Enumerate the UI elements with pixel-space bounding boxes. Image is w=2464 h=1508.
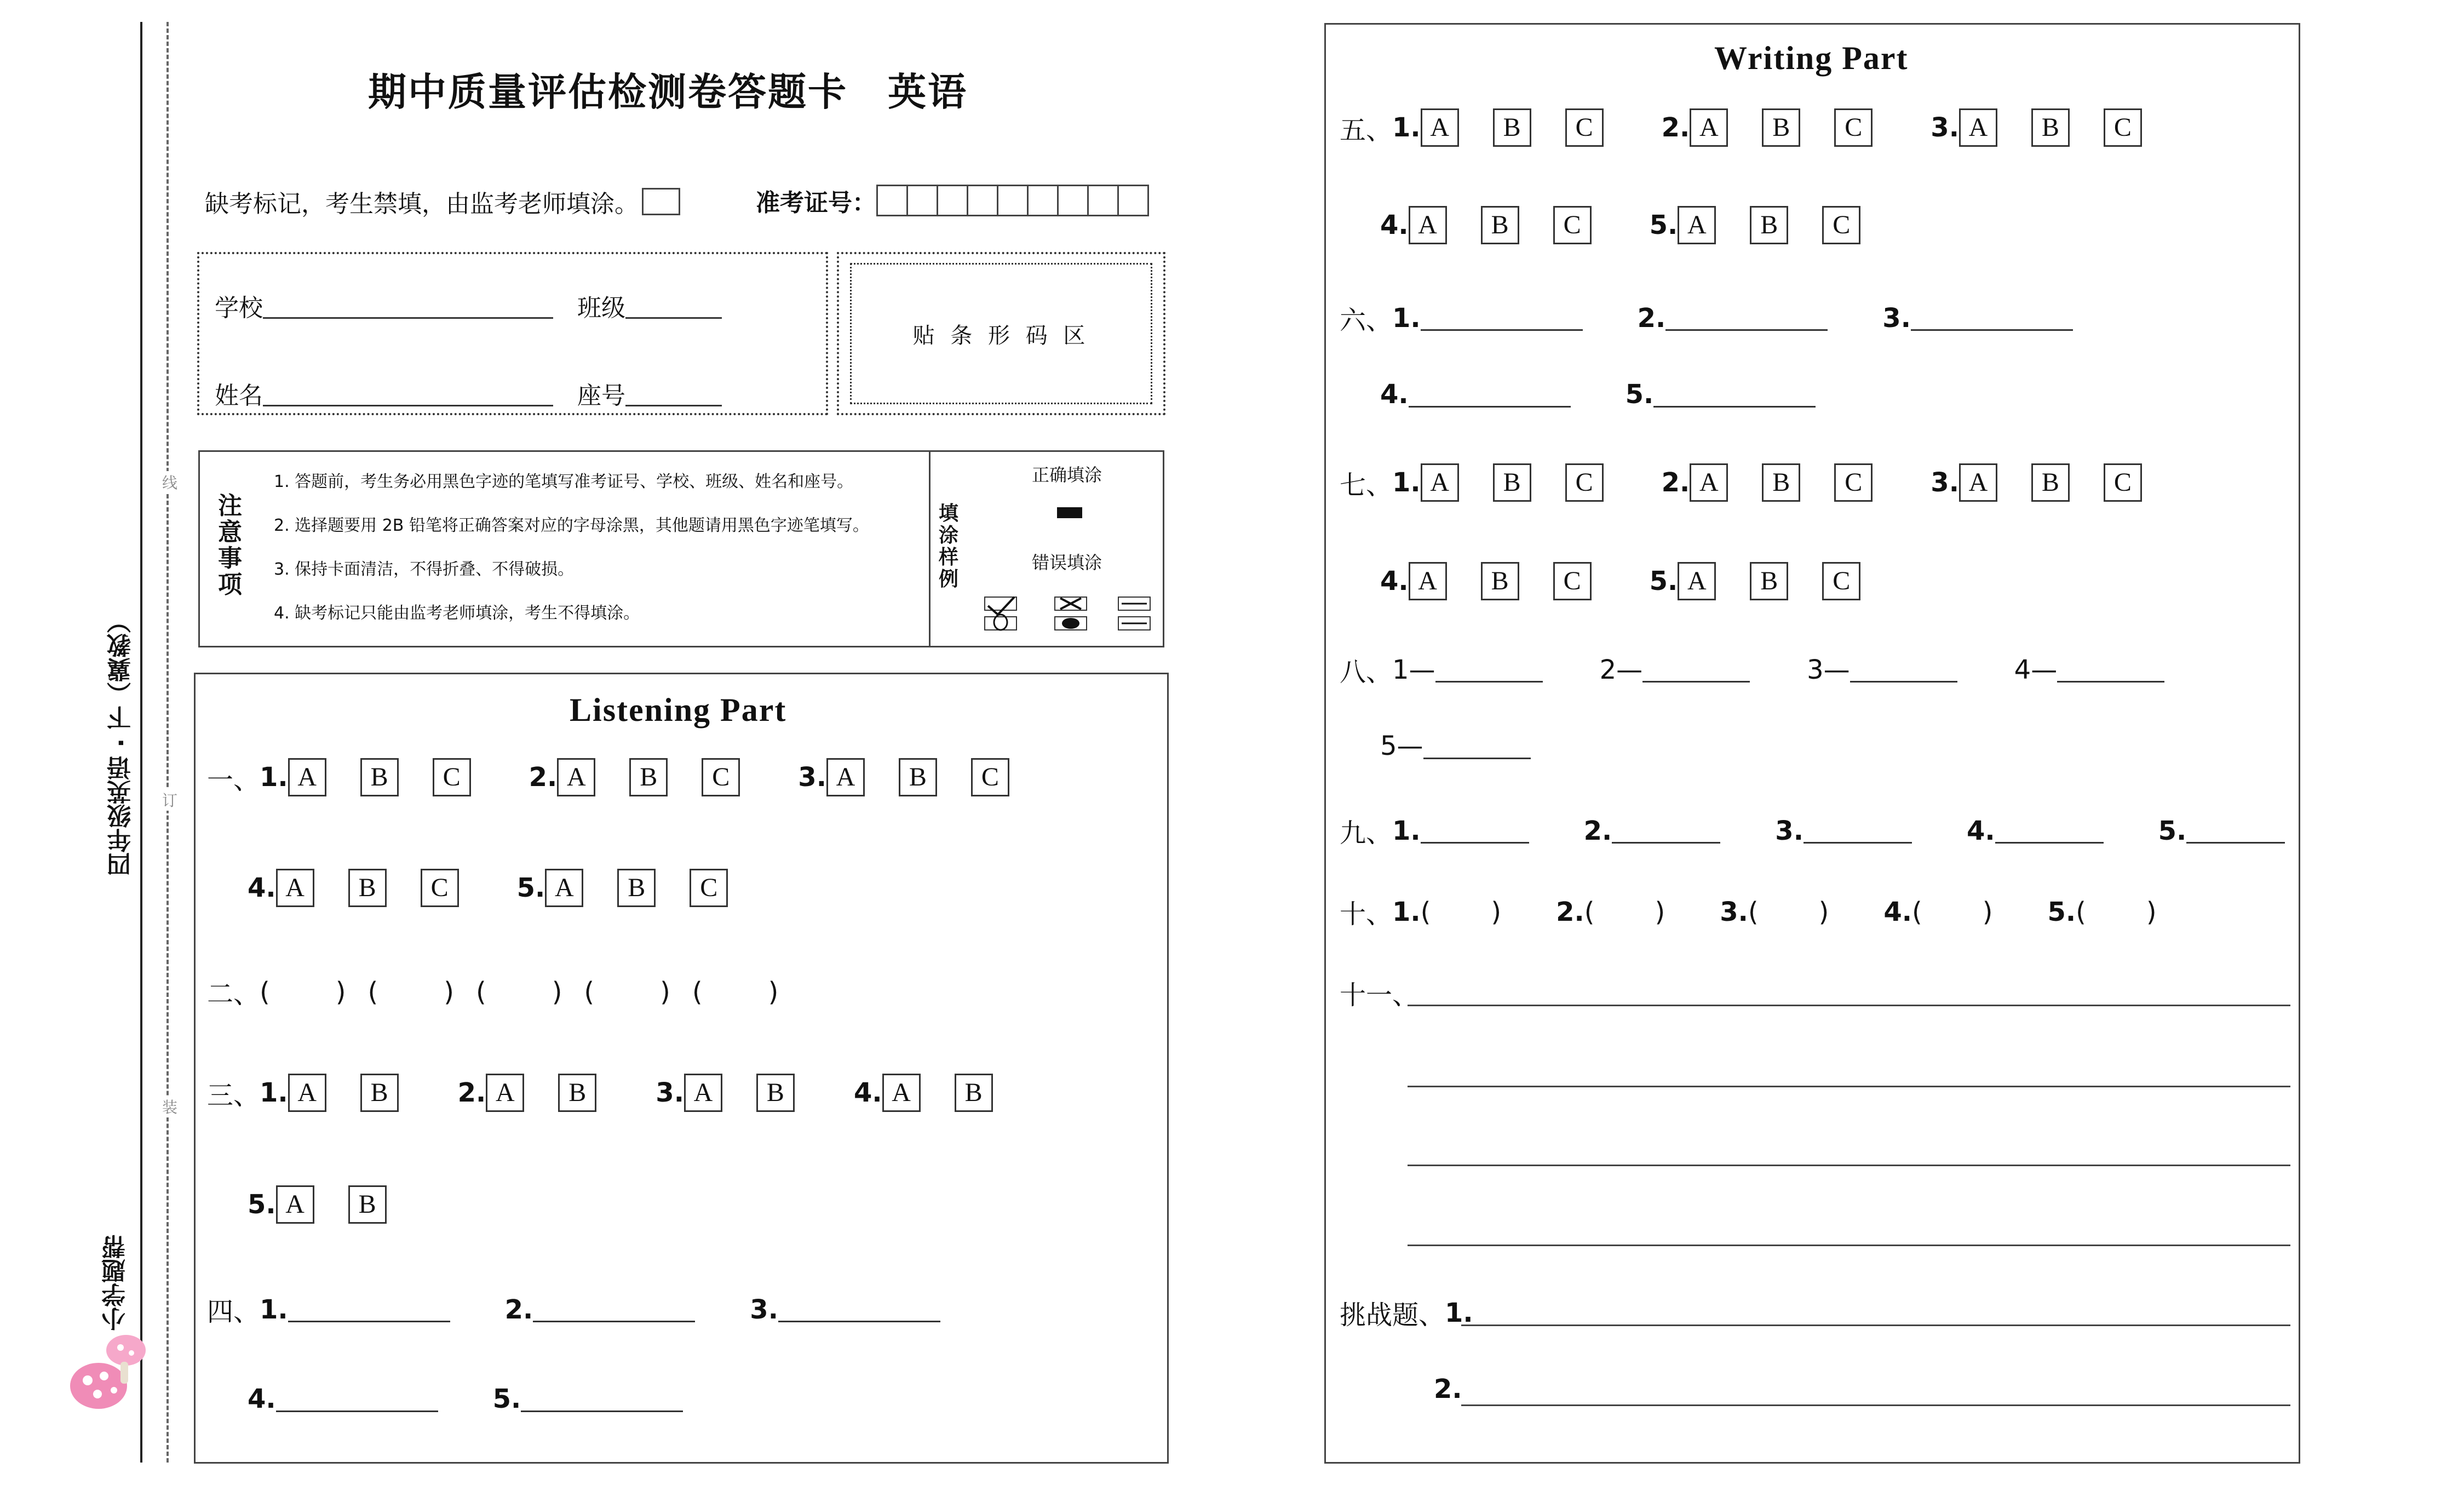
option-c[interactable]: C	[702, 758, 740, 796]
answer-paren[interactable]: ( )	[475, 976, 562, 1007]
question-number: 5.	[492, 1384, 521, 1414]
school-line[interactable]	[263, 293, 553, 319]
section-label: 六、	[1340, 305, 1393, 336]
notice-label: 注意事项	[218, 492, 242, 599]
question-number: 1.	[260, 1294, 288, 1325]
writing-s5-row1	[1340, 108, 2142, 147]
notice-divider	[929, 450, 931, 647]
challenge-line[interactable]	[1461, 1404, 2290, 1406]
answer-line[interactable]	[1665, 305, 1828, 331]
option-b[interactable]: B	[2031, 463, 2070, 502]
answer-line[interactable]	[1421, 818, 1529, 844]
listening-s1-row1	[207, 758, 1009, 796]
name-field[interactable]	[215, 376, 553, 411]
option-c[interactable]: C	[421, 869, 459, 907]
writing-s11-row	[1340, 974, 1418, 1012]
notice-item: 2. 选择题要用 2B 铅笔将正确答案对应的字母涂黑，其他题请用黑色字迹笔填写。	[274, 516, 869, 535]
question-number: 3.	[1720, 896, 1748, 927]
option-b[interactable]: B	[1493, 463, 1531, 502]
option-a[interactable]: A	[1421, 463, 1459, 502]
binding-dashed-line	[166, 22, 169, 1463]
option-c[interactable]: C	[433, 758, 471, 796]
question-number: 1.	[1445, 1297, 1473, 1328]
option-a[interactable]: A	[826, 758, 865, 796]
option-b[interactable]: B	[1481, 562, 1519, 600]
section-label: 二、	[207, 979, 260, 1010]
writing-s7-row1	[1340, 463, 2142, 502]
option-b[interactable]: B	[558, 1074, 596, 1112]
exam-digit-cell[interactable]	[1057, 185, 1089, 216]
option-c[interactable]: C	[1565, 108, 1604, 147]
option-a[interactable]: A	[1421, 108, 1459, 147]
answer-line[interactable]	[1995, 818, 2104, 844]
card-title: 期中质量评估检测卷答题卡 英语	[368, 72, 968, 114]
bind-mark-staple: 订	[162, 789, 177, 811]
writing-line[interactable]	[1408, 1245, 2290, 1246]
challenge-row1	[1340, 1294, 1473, 1332]
exam-digit-cell[interactable]	[1117, 185, 1149, 216]
class-label: 班级	[577, 294, 625, 322]
name-line[interactable]	[263, 381, 553, 406]
exam-number-label: 准考证号：	[756, 189, 876, 217]
writing-s9-row	[1340, 812, 2285, 850]
option-c[interactable]: C	[2104, 108, 2142, 147]
answer-line[interactable]	[521, 1386, 683, 1412]
question-number: 5.	[1625, 379, 1654, 410]
question-number: 2.	[1637, 302, 1666, 334]
notice-item: 3. 保持卡面清洁，不得折叠、不得破损。	[274, 560, 575, 579]
notice-list	[274, 460, 869, 635]
option-a[interactable]: A	[1690, 463, 1728, 502]
section-label: 挑战题、	[1340, 1300, 1445, 1331]
wrong-fill-label: 错误填涂	[1032, 552, 1102, 573]
answer-line[interactable]	[1804, 818, 1912, 844]
option-a[interactable]: A	[1690, 108, 1728, 147]
writing-s7-row2	[1380, 562, 1860, 600]
absent-mark-box[interactable]	[642, 188, 680, 215]
answer-line[interactable]	[1850, 657, 1957, 683]
answer-line[interactable]	[1911, 305, 2073, 331]
option-b[interactable]: B	[955, 1074, 993, 1112]
question-number: 1.	[1392, 467, 1421, 498]
section-label: 十一、	[1340, 980, 1419, 1011]
bind-mark-line: 线	[162, 471, 177, 493]
option-c[interactable]: C	[971, 758, 1009, 796]
option-c[interactable]: C	[1822, 562, 1860, 600]
section-label: 四、	[207, 1297, 260, 1327]
option-a[interactable]: A	[882, 1074, 921, 1112]
exam-digit-cell[interactable]	[1027, 185, 1059, 216]
answer-line[interactable]	[1653, 382, 1816, 408]
option-b[interactable]: B	[1750, 562, 1788, 600]
writing-s6-row1	[1340, 299, 2073, 337]
option-b[interactable]: B	[1493, 108, 1531, 147]
question-number: 5—	[1380, 731, 1423, 761]
question-number: 2.	[1583, 815, 1612, 846]
question-number: 3.	[1775, 815, 1804, 846]
seat-label: 座号	[577, 382, 625, 410]
writing-title: Writing Part	[1714, 40, 1909, 76]
option-b[interactable]: B	[2031, 108, 2070, 147]
answer-paren[interactable]: ( )	[1584, 896, 1665, 927]
question-number: 1.	[260, 1077, 288, 1108]
option-c[interactable]: C	[1822, 206, 1860, 244]
question-number: 4.	[1966, 815, 1995, 846]
option-b[interactable]: B	[1481, 206, 1519, 244]
question-number: 2.	[529, 762, 558, 793]
writing-line[interactable]	[1408, 1165, 2290, 1166]
mushroom-logo-icon	[66, 1326, 153, 1424]
absent-mark-row	[205, 184, 680, 219]
question-number: 3.	[1931, 467, 1959, 498]
question-number: 3—	[1807, 654, 1850, 685]
question-number: 2.	[1434, 1374, 1462, 1404]
option-a[interactable]: A	[1959, 463, 1997, 502]
answer-paren[interactable]: ( )	[1420, 896, 1502, 927]
challenge-row2	[1434, 1374, 1462, 1404]
binding-solid-line	[140, 22, 142, 1463]
question-number: 4.	[1380, 210, 1409, 240]
vertical-grade-title: 四年级英语 · 下（冀教）	[107, 609, 135, 876]
answer-paren[interactable]: ( )	[692, 976, 779, 1007]
question-number: 1.	[260, 762, 288, 793]
question-number: 2.	[1556, 896, 1584, 927]
question-number: 4.	[1883, 896, 1912, 927]
section-label: 八、	[1340, 657, 1393, 687]
option-a[interactable]: A	[276, 1185, 314, 1224]
question-number: 5.	[1649, 210, 1678, 240]
fill-sample-label: 填涂样例	[939, 502, 959, 590]
question-number: 4.	[1380, 566, 1409, 597]
answer-line[interactable]	[2186, 818, 2285, 844]
option-c[interactable]: C	[690, 869, 728, 907]
section-label: 七、	[1340, 469, 1393, 501]
section-label: 一、	[207, 764, 260, 795]
question-number: 3.	[1931, 112, 1959, 143]
section-label: 九、	[1340, 818, 1393, 848]
correct-fill-mark	[1057, 507, 1082, 518]
option-b[interactable]: B	[1762, 463, 1800, 502]
exam-digit-cell[interactable]	[906, 185, 938, 216]
question-number: 3.	[656, 1077, 684, 1108]
question-number: 2.	[1661, 112, 1690, 143]
name-label: 姓名	[215, 382, 263, 410]
option-a[interactable]: A	[684, 1074, 722, 1112]
question-number: 4.	[1380, 379, 1409, 410]
option-a[interactable]: A	[557, 758, 595, 796]
option-c[interactable]: C	[1834, 463, 1873, 502]
listening-s4-row2	[248, 1384, 683, 1414]
seat-field[interactable]	[577, 376, 722, 411]
school-field[interactable]	[215, 288, 553, 323]
option-a[interactable]: A	[288, 758, 326, 796]
question-number: 2.	[504, 1294, 533, 1325]
school-label: 学校	[215, 294, 263, 322]
writing-line[interactable]	[1408, 1086, 2290, 1087]
question-number: 1.	[1392, 815, 1421, 846]
option-a[interactable]: A	[276, 869, 314, 907]
question-number: 2—	[1599, 654, 1643, 685]
question-number: 3.	[750, 1294, 778, 1325]
option-b[interactable]: B	[756, 1074, 795, 1112]
option-b[interactable]: B	[1750, 206, 1788, 244]
option-a[interactable]: A	[1959, 108, 1997, 147]
answer-line[interactable]	[1612, 818, 1720, 844]
option-b[interactable]: B	[629, 758, 668, 796]
exam-digit-cell[interactable]	[997, 185, 1029, 216]
option-a[interactable]: A	[545, 869, 583, 907]
absent-mark-label: 缺考标记，考生禁填，由监考老师填涂。	[205, 190, 639, 218]
answer-line[interactable]	[778, 1297, 940, 1322]
listening-s4-row1	[207, 1291, 940, 1328]
writing-s8-row1	[1340, 651, 2164, 689]
answer-paren[interactable]: ( )	[367, 976, 454, 1007]
wrong-fill-samples-icon	[984, 596, 1159, 634]
option-c[interactable]: C	[1565, 463, 1604, 502]
question-number: 4.	[853, 1077, 882, 1108]
section-label: 十、	[1340, 899, 1393, 930]
section-label: 三、	[207, 1080, 260, 1111]
question-number: 5.	[248, 1189, 276, 1220]
option-a[interactable]: A	[1409, 562, 1447, 600]
bind-mark-bind: 装	[162, 1096, 177, 1117]
listening-s2-row	[207, 973, 778, 1011]
exam-digit-cell[interactable]	[876, 185, 908, 216]
answer-line[interactable]	[1642, 657, 1750, 683]
class-line[interactable]	[625, 293, 722, 319]
question-number: 4.	[248, 873, 276, 903]
exam-number-row	[756, 183, 1149, 218]
question-number: 2.	[1661, 467, 1690, 498]
option-a[interactable]: A	[1409, 206, 1447, 244]
question-number: 5.	[2158, 815, 2187, 846]
question-number: 3.	[1882, 302, 1911, 334]
writing-s8-row2	[1380, 731, 1531, 761]
option-b[interactable]: B	[360, 1074, 399, 1112]
option-b[interactable]: B	[899, 758, 937, 796]
barcode-label: 贴 条 形 码 区	[912, 323, 1090, 348]
section-label: 五、	[1340, 114, 1393, 146]
listening-s1-row2	[248, 869, 728, 907]
answer-line[interactable]	[1423, 733, 1531, 759]
correct-fill-label: 正确填涂	[1032, 465, 1102, 485]
exam-digit-cell[interactable]	[1087, 185, 1119, 216]
option-c[interactable]: C	[1553, 562, 1592, 600]
question-number: 1.	[1392, 302, 1421, 334]
listening-s3-row2	[248, 1185, 387, 1224]
option-c[interactable]: C	[1553, 206, 1592, 244]
writing-s10-row	[1340, 893, 2157, 931]
option-a[interactable]: A	[1678, 206, 1716, 244]
question-number: 5.	[2047, 896, 2076, 927]
exam-digit-cell[interactable]	[937, 185, 968, 216]
writing-s6-row2	[1380, 379, 1816, 410]
notice-item: 4. 缺考标记只能由监考老师填涂，考生不得填涂。	[274, 604, 640, 623]
answer-paren[interactable]: ( )	[1748, 896, 1829, 927]
option-b[interactable]: B	[348, 1185, 387, 1224]
question-number: 5.	[516, 873, 545, 903]
option-b[interactable]: B	[348, 869, 387, 907]
answer-line[interactable]	[1409, 382, 1571, 408]
answer-paren[interactable]: ( )	[584, 976, 670, 1007]
option-a[interactable]: A	[288, 1074, 326, 1112]
question-number: 3.	[798, 762, 826, 793]
class-field[interactable]	[577, 288, 722, 323]
writing-line[interactable]	[1408, 1005, 2290, 1006]
barcode-area	[850, 263, 1152, 404]
answer-line[interactable]	[533, 1297, 695, 1322]
option-b[interactable]: B	[360, 758, 399, 796]
exam-digit-cell[interactable]	[967, 185, 998, 216]
answer-line[interactable]	[276, 1386, 438, 1412]
writing-s5-row2	[1380, 206, 1860, 244]
option-a[interactable]: A	[486, 1074, 524, 1112]
question-number: 4.	[248, 1384, 276, 1414]
challenge-line[interactable]	[1461, 1324, 2290, 1326]
listening-title: Listening Part	[570, 692, 787, 728]
question-number: 1—	[1392, 654, 1435, 685]
listening-s3-row1	[207, 1074, 993, 1112]
option-b[interactable]: B	[617, 869, 656, 907]
brand-text: 小学题帮	[102, 1235, 130, 1331]
answer-line[interactable]	[1421, 305, 1583, 331]
question-number: 4—	[2014, 654, 2058, 685]
option-c[interactable]: C	[2104, 463, 2142, 502]
question-number: 1.	[1392, 896, 1421, 927]
answer-line[interactable]	[2057, 657, 2164, 683]
question-number: 5.	[1649, 566, 1678, 597]
option-c[interactable]: C	[1834, 108, 1873, 147]
answer-paren[interactable]: ( )	[1911, 896, 1993, 927]
question-number: 1.	[1392, 112, 1421, 143]
seat-line[interactable]	[625, 381, 722, 406]
answer-line[interactable]	[1435, 657, 1543, 683]
option-b[interactable]: B	[1762, 108, 1800, 147]
notice-item: 1. 答题前，考生务必用黑色字迹的笔填写准考证号、学校、班级、姓名和座号。	[274, 472, 854, 491]
answer-paren[interactable]: ( )	[2076, 896, 2157, 927]
question-number: 2.	[457, 1077, 486, 1108]
option-a[interactable]: A	[1678, 562, 1716, 600]
answer-paren[interactable]: ( )	[260, 976, 346, 1007]
answer-line[interactable]	[288, 1297, 450, 1322]
